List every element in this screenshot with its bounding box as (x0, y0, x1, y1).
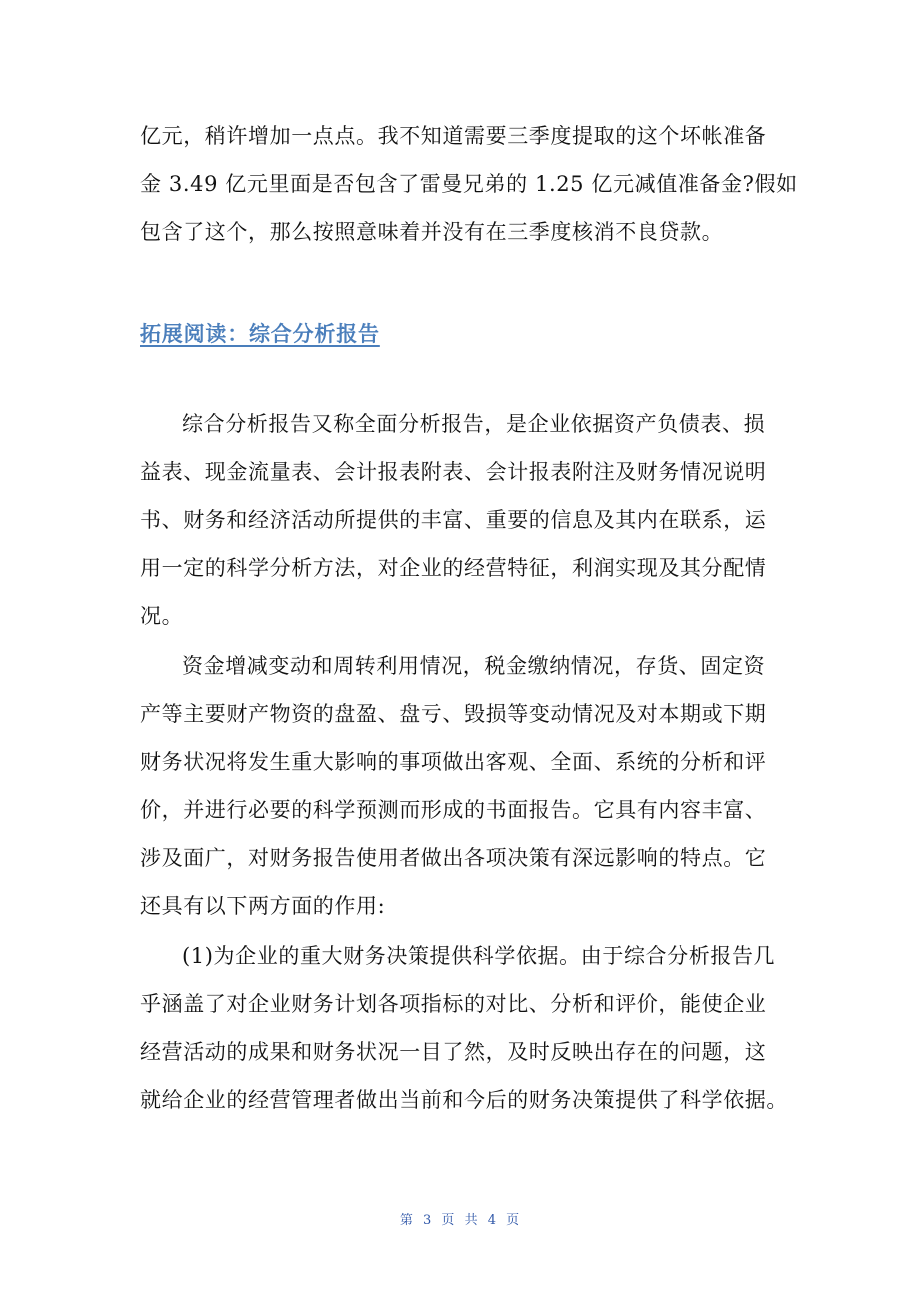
text-line: 财务状况将发生重大影响的事项做出客观、全面、系统的分析和评 (140, 750, 767, 774)
footer-current-page: 3 (422, 1213, 433, 1228)
text-line: 金 3.49 亿元里面是否包含了雷曼兄弟的 1.25 亿元减值准备金?假如 (140, 172, 798, 196)
footer-page-word: 页 (441, 1213, 456, 1228)
text-line: 产等主要财产物资的盘盈、盘亏、毁损等变动情况及对本期或下期 (140, 702, 767, 726)
text-line: 综合分析报告又称全面分析报告，是企业依据资产负债表、损 (182, 412, 766, 436)
footer-prefix: 第 (399, 1213, 414, 1228)
text-line: 况。 (140, 604, 184, 628)
text-line: 乎涵盖了对企业财务计划各项指标的对比、分析和评价，能使企业 (140, 992, 767, 1016)
text-line: (1)为企业的重大财务决策提供科学依据。由于综合分析报告几 (182, 944, 776, 968)
text-line: 经营活动的成果和财务状况一目了然，及时反映出存在的问题，这 (140, 1040, 767, 1064)
section-heading-link[interactable]: 拓展阅读：综合分析报告 (140, 321, 380, 346)
text-line: 用一定的科学分析方法，对企业的经营特征，利润实现及其分配情 (140, 556, 767, 580)
text-line: 益表、现金流量表、会计报表附表、会计报表附注及财务情况说明 (140, 460, 767, 484)
text-line: 书、财务和经济活动所提供的丰富、重要的信息及其内在联系，运 (140, 508, 767, 532)
footer-suffix: 页 (506, 1213, 521, 1228)
text-line: 涉及面广，对财务报告使用者做出各项决策有深远影响的特点。它 (140, 846, 767, 870)
text-line: 价，并进行必要的科学预测而形成的书面报告。它具有内容丰富、 (140, 798, 767, 822)
text-line: 资金增减变动和周转利用情况，税金缴纳情况，存货、固定资 (182, 654, 766, 678)
page-footer (0, 1209, 920, 1228)
footer-total-word: 共 (464, 1213, 479, 1228)
text-line: 包含了这个，那么按照意味着并没有在三季度核消不良贷款。 (140, 220, 724, 244)
footer-total-pages: 4 (487, 1213, 497, 1228)
text-line: 就给企业的经营管理者做出当前和今后的财务决策提供了科学依据。 (140, 1088, 788, 1112)
text-line: 亿元，稍许增加一点点。我不知道需要三季度提取的这个坏帐准备 (140, 124, 767, 148)
text-line: 还具有以下两方面的作用: (140, 894, 386, 918)
